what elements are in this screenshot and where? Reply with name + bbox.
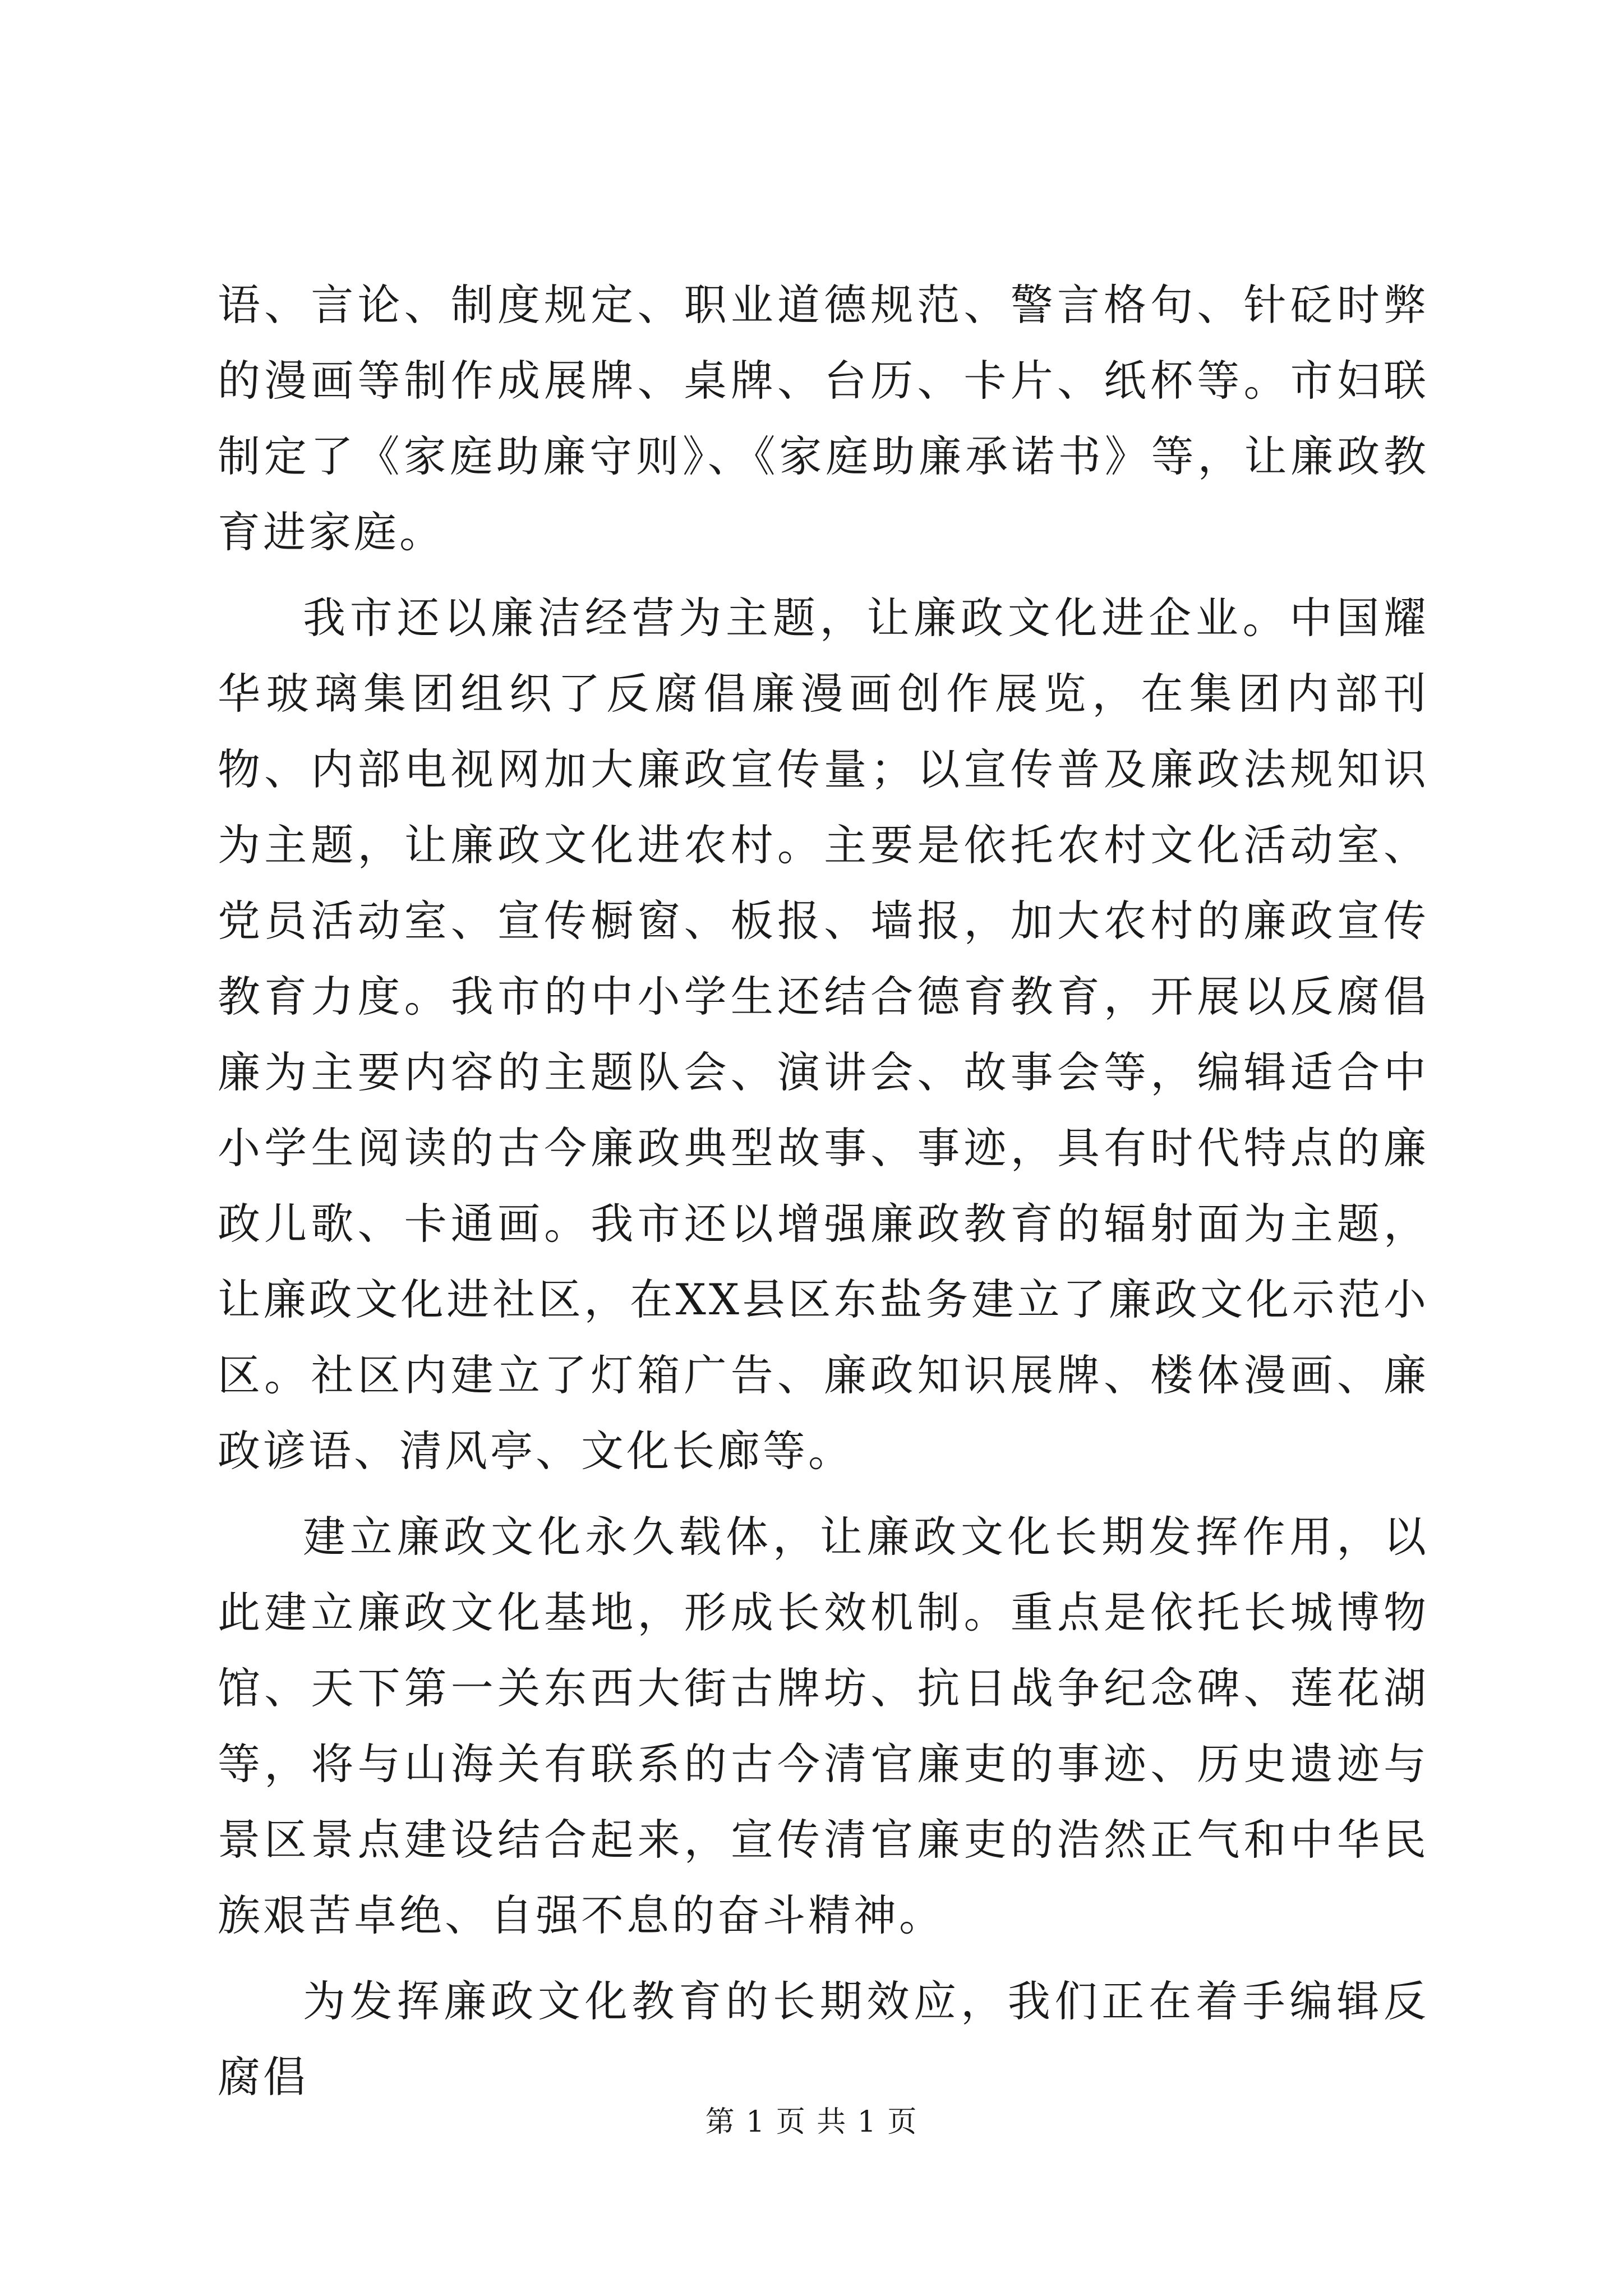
document-body xyxy=(218,267,1429,2125)
paragraph-enterprise-rural-school-community: 我市还以廉洁经营为主题，让廉政文化进企业。中国耀华玻璃集团组织了反腐倡廉漫画创作展览，在集团内部刊物、内部电视网加大廉政宣传量；以宣传普及廉政法规知识为主题，让廉政文化进农村。主要是依托农村文化活动室、党员活动室、宣传橱窗、板报、墙报，加大农村的廉政宣传教育力度。我市的中小学生还结合德育教育，开展以反腐倡廉为主要内容的主题队会、演讲会、故事会等，编辑适合中小学生阅读的古今廉政典型故事、事迹，具有时代特点的廉政儿歌、卡通画。我市还以增强廉政教育的辐射面为主题，让廉政文化进社区，在XX县区东盐务建立了廉政文化示范小区。社区内建立了灯箱广告、廉政知识展牌、楼体漫画、廉政谚语、清风亭、文化长廊等。 xyxy=(218,593,1429,1476)
paragraph-continuation: 语、言论、制度规定、职业道德规范、警言格句、针砭时弊的漫画等制作成展牌、桌牌、台历、卡片、纸杯等。市妇联制定了《家庭助廉守则》、《家庭助廉承诺书》等，让廉政教育进家庭。 xyxy=(218,280,1429,557)
page-footer: 第 1 页 共 1 页 xyxy=(705,2105,918,2139)
paragraph-long-term-effect: 为发挥廉政文化教育的长期效应，我们正在着手编辑反腐倡 xyxy=(218,1976,1429,2102)
paragraph-permanent-carrier: 建立廉政文化永久载体，让廉政文化长期发挥作用，以此建立廉政文化基地，形成长效机制。重点是依托长城博物馆、天下第一关东西大街古牌坊、抗日战争纪念碑、莲花湖等，将与山海关有联系的古今清官廉吏的事迹、历史遗迹与景区景点建设结合起来，宣传清官廉吏的浩然正气和中华民族艰苦卓绝、自强不息的奋斗精神。 xyxy=(218,1512,1429,1940)
